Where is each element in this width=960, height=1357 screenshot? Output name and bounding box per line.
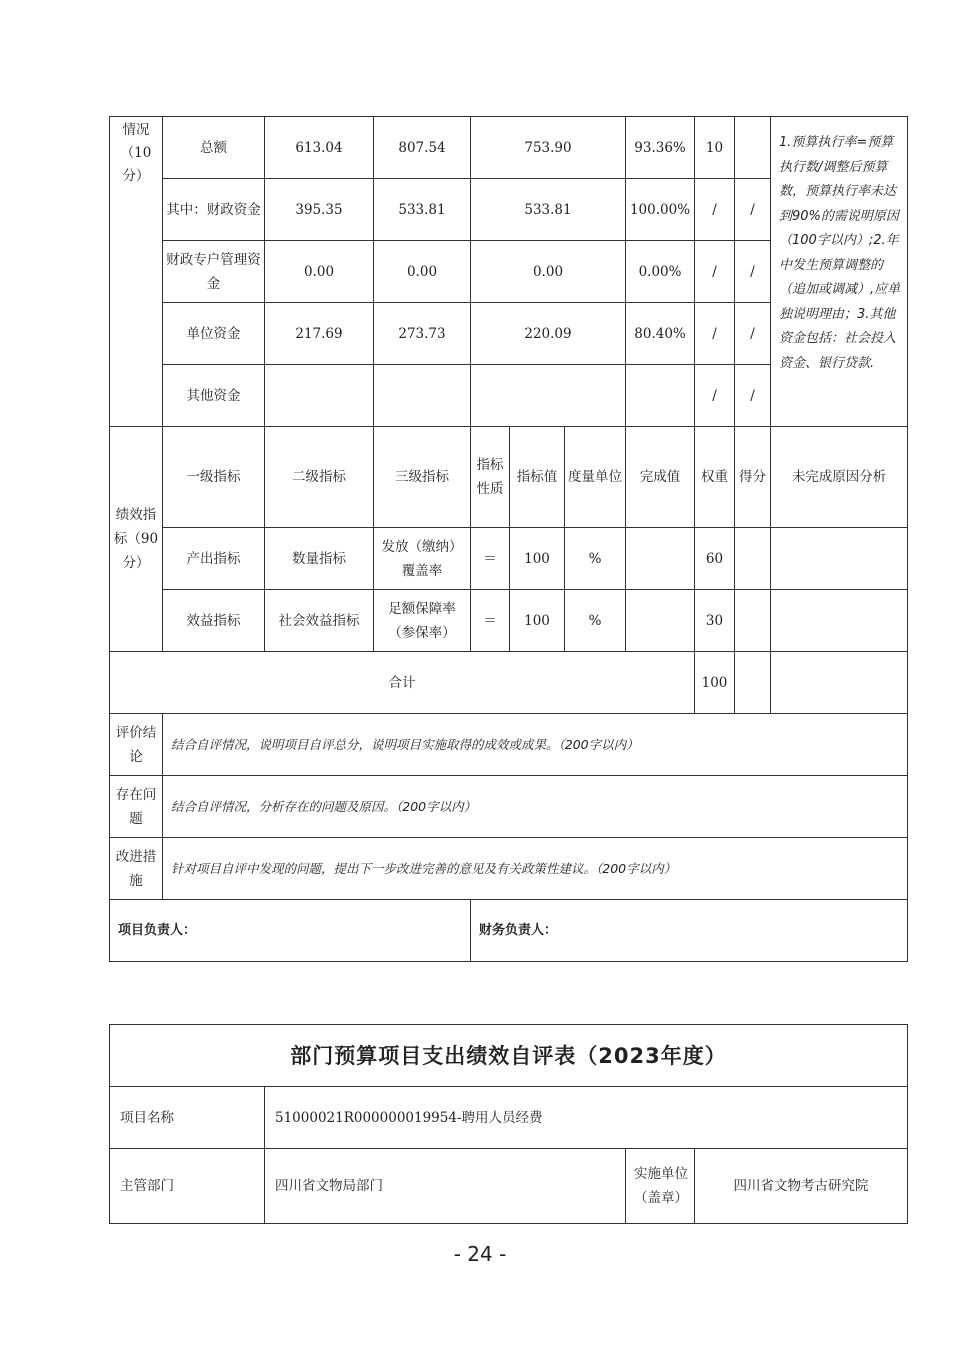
cell-l2: 社会效益指标 — [265, 590, 374, 652]
project-lead-signature: 项目负责人： — [110, 900, 471, 962]
total-row — [110, 652, 908, 714]
cell-score: / — [735, 365, 771, 427]
cell-score: / — [735, 303, 771, 365]
cell-value: 217.69 — [265, 303, 374, 365]
performance-table — [109, 116, 908, 962]
cell-weight: / — [695, 241, 735, 303]
cell-value: 753.90 — [471, 117, 626, 179]
cell-nature: ＝ — [471, 528, 510, 590]
header-level2: 二级指标 — [265, 427, 374, 528]
header-unit: 度量单位 — [565, 427, 626, 528]
cell-weight: / — [695, 179, 735, 241]
cell-rate — [626, 365, 695, 427]
row-label: 财政专户管理资金 — [163, 241, 265, 303]
dept-label: 主管部门 — [110, 1149, 265, 1224]
cell-unit: % — [565, 528, 626, 590]
row-label: 单位资金 — [163, 303, 265, 365]
finance-lead-signature: 财务负责人： — [471, 900, 908, 962]
cell-rate: 93.36% — [626, 117, 695, 179]
cell-value: 613.04 — [265, 117, 374, 179]
row-label: 总额 — [163, 117, 265, 179]
cell-l1: 效益指标 — [163, 590, 265, 652]
cell-l2: 数量指标 — [265, 528, 374, 590]
cell-value: 273.73 — [374, 303, 471, 365]
cell-l3: 发放（缴纳）覆盖率 — [374, 528, 471, 590]
cell-weight: / — [695, 303, 735, 365]
header-nature: 指标性质 — [471, 427, 510, 528]
cell-completed — [626, 590, 695, 652]
header-weight: 权重 — [695, 427, 735, 528]
project-name-row — [110, 1087, 908, 1149]
problems-text: 结合自评情况，分析存在的问题及原因。（200字以内） — [163, 776, 908, 838]
impl-label: 实施单位（盖章） — [626, 1149, 695, 1224]
cell-value — [265, 365, 374, 427]
cell-value — [471, 365, 626, 427]
cell-score — [735, 528, 771, 590]
table-row — [110, 528, 908, 590]
total-reason — [771, 652, 908, 714]
conclusion-text: 结合自评情况，说明项目自评总分，说明项目实施取得的成效或成果。（200字以内） — [163, 714, 908, 776]
cell-value: 533.81 — [471, 179, 626, 241]
row-label: 其中：财政资金 — [163, 179, 265, 241]
total-label: 合计 — [110, 652, 695, 714]
cell-rate: 100.00% — [626, 179, 695, 241]
cell-value: 220.09 — [471, 303, 626, 365]
table-title: 部门预算项目支出绩效自评表（2023年度） — [110, 1025, 908, 1087]
cell-weight: 30 — [695, 590, 735, 652]
cell-value: 0.00 — [265, 241, 374, 303]
improve-row — [110, 838, 908, 900]
cell-value: 100 — [510, 590, 565, 652]
total-weight: 100 — [695, 652, 735, 714]
cell-l3: 足额保障率（参保率） — [374, 590, 471, 652]
table-row — [110, 590, 908, 652]
header-value: 指标值 — [510, 427, 565, 528]
section-label-funding: 情况（10分） — [110, 117, 163, 427]
section-label-indicators: 绩效指标（90分） — [110, 427, 163, 652]
cell-weight: 10 — [695, 117, 735, 179]
cell-value: 0.00 — [471, 241, 626, 303]
project-name-value: 51000021R000000019954-聘用人员经费 — [265, 1087, 908, 1149]
cell-value: 533.81 — [374, 179, 471, 241]
cell-weight: 60 — [695, 528, 735, 590]
table-row — [110, 117, 908, 179]
cell-value: 0.00 — [374, 241, 471, 303]
header-reason: 未完成原因分析 — [771, 427, 908, 528]
cell-value: 807.54 — [374, 117, 471, 179]
cell-value: 100 — [510, 528, 565, 590]
impl-value: 四川省文物考古研究院 — [695, 1149, 908, 1224]
department-row — [110, 1149, 908, 1224]
cell-l1: 产出指标 — [163, 528, 265, 590]
row-label: 其他资金 — [163, 365, 265, 427]
total-score — [735, 652, 771, 714]
title-row — [110, 1025, 908, 1087]
dept-value: 四川省文物局部门 — [265, 1149, 626, 1224]
cell-weight: / — [695, 365, 735, 427]
page-number: - 24 - — [453, 1242, 507, 1266]
conclusion-label: 评价结论 — [110, 714, 163, 776]
project-name-label: 项目名称 — [110, 1087, 265, 1149]
cell-value — [374, 365, 471, 427]
problems-row — [110, 776, 908, 838]
cell-rate: 80.40% — [626, 303, 695, 365]
header-score: 得分 — [735, 427, 771, 528]
header-completed: 完成值 — [626, 427, 695, 528]
cell-score — [735, 590, 771, 652]
signature-row — [110, 900, 908, 962]
self-evaluation-table — [109, 1024, 908, 1224]
cell-rate: 0.00% — [626, 241, 695, 303]
cell-unit: % — [565, 590, 626, 652]
indicator-header-row — [110, 427, 908, 528]
problems-label: 存在问题 — [110, 776, 163, 838]
header-level3: 三级指标 — [374, 427, 471, 528]
improve-text: 针对项目自评中发现的问题，提出下一步改进完善的意见及有关政策性建议。（200字以内） — [163, 838, 908, 900]
cell-reason — [771, 528, 908, 590]
improve-label: 改进措施 — [110, 838, 163, 900]
cell-nature: ＝ — [471, 590, 510, 652]
header-level1: 一级指标 — [163, 427, 265, 528]
cell-completed — [626, 528, 695, 590]
cell-score: / — [735, 179, 771, 241]
funding-note: 1.预算执行率=预算执行数/调整后预算数，预算执行率未达到90%的需说明原因（100字以内）;2.年中发生预算调整的（追加或调减）,应单独说明理由；3.其他资金包括：社会投入资金、银行贷款. — [771, 117, 908, 427]
cell-score: / — [735, 241, 771, 303]
conclusion-row — [110, 714, 908, 776]
cell-reason — [771, 590, 908, 652]
cell-score — [735, 117, 771, 179]
cell-value: 395.35 — [265, 179, 374, 241]
